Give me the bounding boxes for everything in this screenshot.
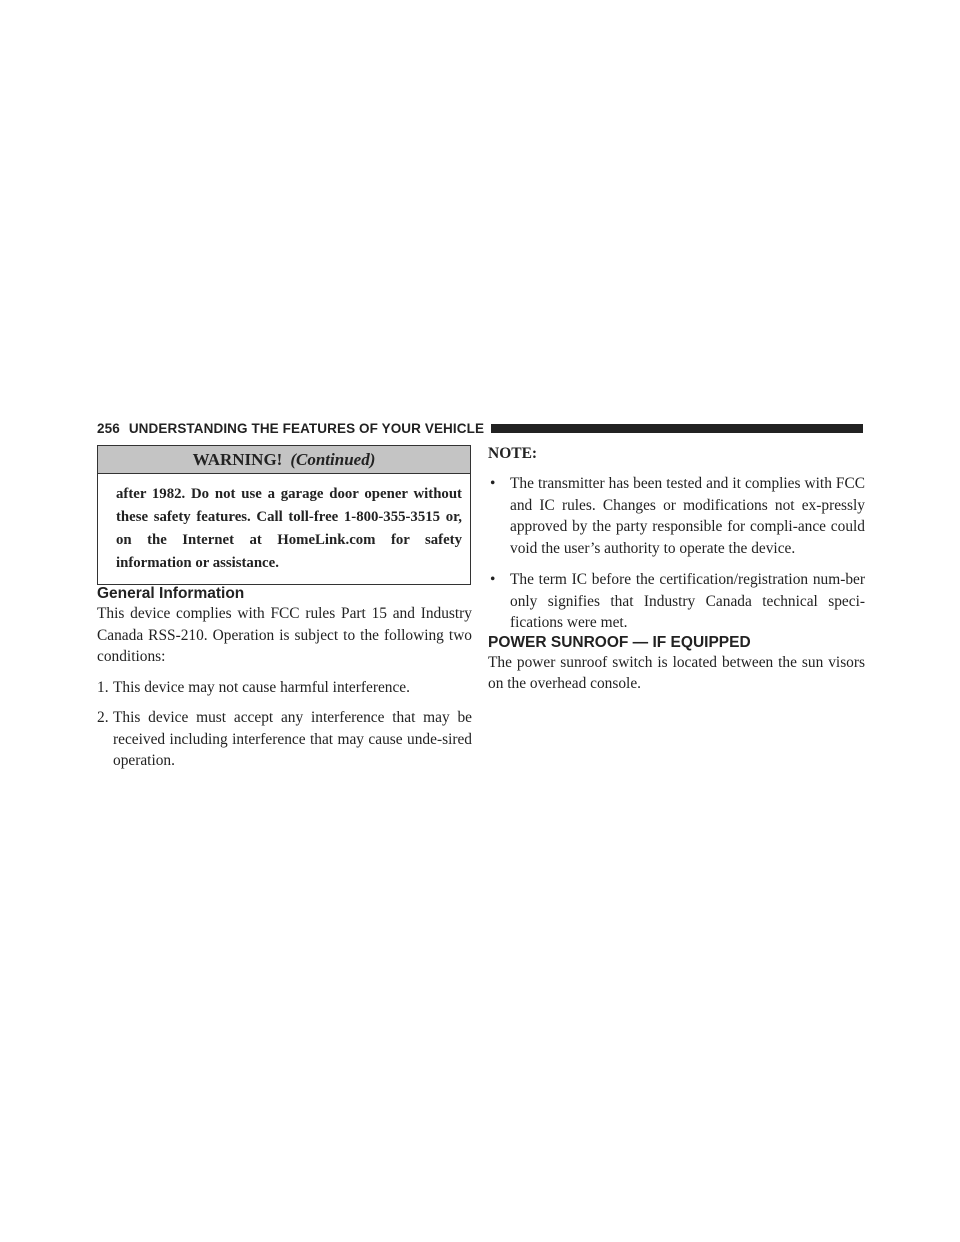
list-marker: 2. — [97, 709, 109, 726]
list-item-text: This device may not cause harmful interference. — [113, 678, 410, 696]
warning-continued: (Continued) — [290, 449, 376, 469]
list-item — [488, 569, 865, 634]
list-item-text: The term IC before the certification/registration num-ber only signifies that Industry Canada technical speci-fications were met. — [510, 571, 865, 631]
warning-body: after 1982. Do not use a garage door opener without these safety features. Call toll-free 1-800-355-3515 or, on the Internet at HomeLink.com for safety information or assistance. — [116, 486, 462, 571]
warning-title: WARNING! — [192, 449, 283, 469]
warning-box — [97, 445, 471, 585]
note-heading: NOTE: — [488, 445, 538, 462]
left-column — [97, 445, 472, 772]
bullet-icon: • — [490, 571, 496, 588]
bullet-icon: • — [490, 475, 496, 492]
list-marker: 1. — [97, 678, 109, 696]
page-number: 256 — [97, 420, 120, 436]
header-rule — [491, 424, 863, 433]
list-item — [97, 707, 472, 772]
general-information-heading: General Information — [97, 585, 245, 602]
list-item-text: The transmitter has been tested and it complies with FCC and IC rules. Changes or modifications not ex-pressly approved by the party responsible for compli-ance could void the user’s authority to operate the device. — [510, 475, 865, 557]
list-item — [488, 473, 865, 559]
power-sunroof-paragraph: The power sunroof switch is located between the sun visors on the overhead console. — [488, 653, 865, 692]
power-sunroof-heading: POWER SUNROOF — IF EQUIPPED — [488, 633, 751, 651]
page-header — [97, 417, 863, 439]
list-item-text: This device must accept any interference that may be received including interference that may cause unde-sired operation. — [113, 709, 472, 769]
section-title: UNDERSTANDING THE FEATURES OF YOUR VEHICLE — [128, 420, 485, 436]
list-item — [97, 677, 472, 699]
right-column — [488, 445, 865, 695]
warning-header — [98, 446, 470, 474]
general-information-paragraph: This device complies with FCC rules Part 15 and Industry Canada RSS-210. Operation is subject to the following two conditions: — [97, 605, 472, 665]
